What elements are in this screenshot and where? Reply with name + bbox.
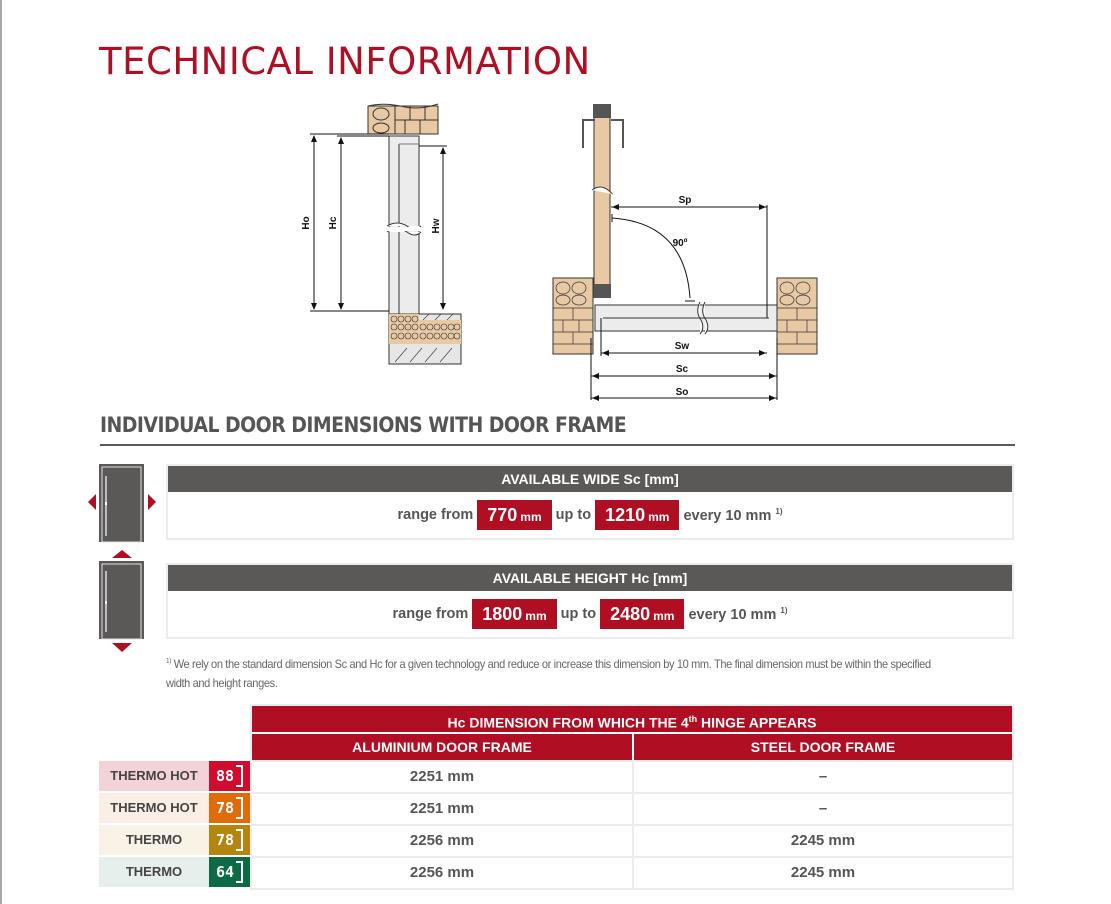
width-range-suffix: every 10 mm $^{1)}$: [683, 506, 783, 524]
door-bracket-icon: [236, 797, 243, 819]
footnote-text: We rely on the standard dimension Sc and Hc for a given technology and reduce or increase this dimension by 10 mm. The final dimension must be within the specified width and height ranges.: [166, 657, 931, 690]
product-badge: 78: [209, 793, 250, 823]
table-row: [252, 824, 1012, 856]
door-bracket-icon: [236, 765, 243, 787]
width-range-prefix: range from: [397, 507, 474, 523]
hinge-table: [250, 704, 1014, 890]
footnote-ref: 1): [780, 605, 788, 615]
section-subtitle: INDIVIDUAL DOOR DIMENSIONS WITH DOOR FRAME: [100, 413, 627, 437]
product-label: THERMO HOT: [99, 793, 209, 823]
width-range-connector: up to: [555, 507, 592, 523]
cell-aluminium: 2251 mm: [252, 794, 634, 824]
height-range-prefix: range from: [392, 606, 469, 622]
cell-steel: –: [818, 768, 828, 785]
footnote: [166, 652, 948, 693]
height-max-badge: [600, 599, 684, 629]
vertical-section-diagram: [295, 98, 470, 368]
product-badge: 64: [209, 857, 250, 887]
arrow-up-icon: [112, 550, 132, 558]
height-min-unit: mm: [525, 609, 547, 623]
width-min-value: 770: [487, 505, 518, 525]
page-edge: [0, 0, 2, 904]
cell-steel: –: [818, 800, 828, 817]
label-hc: Hc: [328, 216, 339, 230]
arrow-right-icon: [148, 494, 156, 510]
width-min-badge: [477, 500, 551, 530]
table-row: [252, 760, 1012, 792]
width-max-value: 1210: [605, 505, 646, 525]
table-row: [252, 792, 1012, 824]
label-sc: Sc: [675, 364, 689, 375]
door-height-icon: [86, 550, 158, 654]
width-range-box: [166, 464, 1014, 540]
product-badge: 88: [209, 761, 250, 791]
label-so: So: [675, 387, 689, 398]
horizontal-plan-diagram: [545, 98, 825, 403]
door-bracket-icon: [236, 861, 243, 883]
width-range-header: AVAILABLE WIDE Sc [mm]: [168, 466, 1012, 492]
hinge-table-title: Hc DIMENSION FROM WHICH THE 4th HINGE APPEARS: [252, 706, 1012, 732]
label-hw: Hw: [431, 218, 442, 234]
height-max-unit: mm: [653, 609, 675, 623]
top-wall: [368, 104, 438, 134]
door-width-icon: [86, 462, 158, 544]
cell-steel: 2245 mm: [790, 832, 856, 849]
height-range-body: [168, 591, 1012, 637]
height-range-connector: up to: [560, 606, 597, 622]
section-divider: [100, 444, 1015, 446]
column-header-aluminium: ALUMINIUM DOOR FRAME: [252, 734, 634, 760]
label-ho: Ho: [301, 216, 312, 230]
product-label: THERMO: [99, 857, 209, 887]
hinge-table-header-row: [252, 732, 1012, 760]
height-range-header: AVAILABLE HEIGHT Hc [mm]: [168, 565, 1012, 591]
column-header-steel: STEEL DOOR FRAME: [634, 734, 1012, 760]
product-badge: 78: [209, 825, 250, 855]
width-min-unit: mm: [520, 510, 542, 524]
width-range-body: [168, 492, 1012, 538]
arrow-down-icon: [112, 643, 132, 652]
cell-aluminium: 2256 mm: [252, 826, 634, 856]
height-range-box: [166, 563, 1014, 639]
footnote-ref: 1): [775, 506, 783, 516]
cell-aluminium: 2251 mm: [252, 762, 634, 792]
label-sp: Sp: [678, 195, 692, 206]
door-bracket-icon: [236, 829, 243, 851]
height-max-value: 2480: [610, 604, 651, 624]
footnote-marker: 1): [166, 658, 172, 665]
height-min-badge: [472, 599, 556, 629]
height-min-value: 1800: [482, 604, 523, 624]
product-label: THERMO: [99, 825, 209, 855]
arrow-left-icon: [88, 494, 96, 510]
cell-steel: 2245 mm: [790, 864, 856, 881]
label-sw: Sw: [674, 341, 690, 352]
page-title: TECHNICAL INFORMATION: [99, 40, 591, 83]
width-max-badge: [595, 500, 679, 530]
height-range-suffix: every 10 mm $^{1)}$: [688, 605, 788, 623]
table-row: [252, 856, 1012, 888]
cell-aluminium: 2256 mm: [252, 858, 634, 888]
product-label: THERMO HOT: [99, 761, 209, 791]
width-max-unit: mm: [648, 510, 670, 524]
label-angle: 90º: [672, 238, 688, 249]
